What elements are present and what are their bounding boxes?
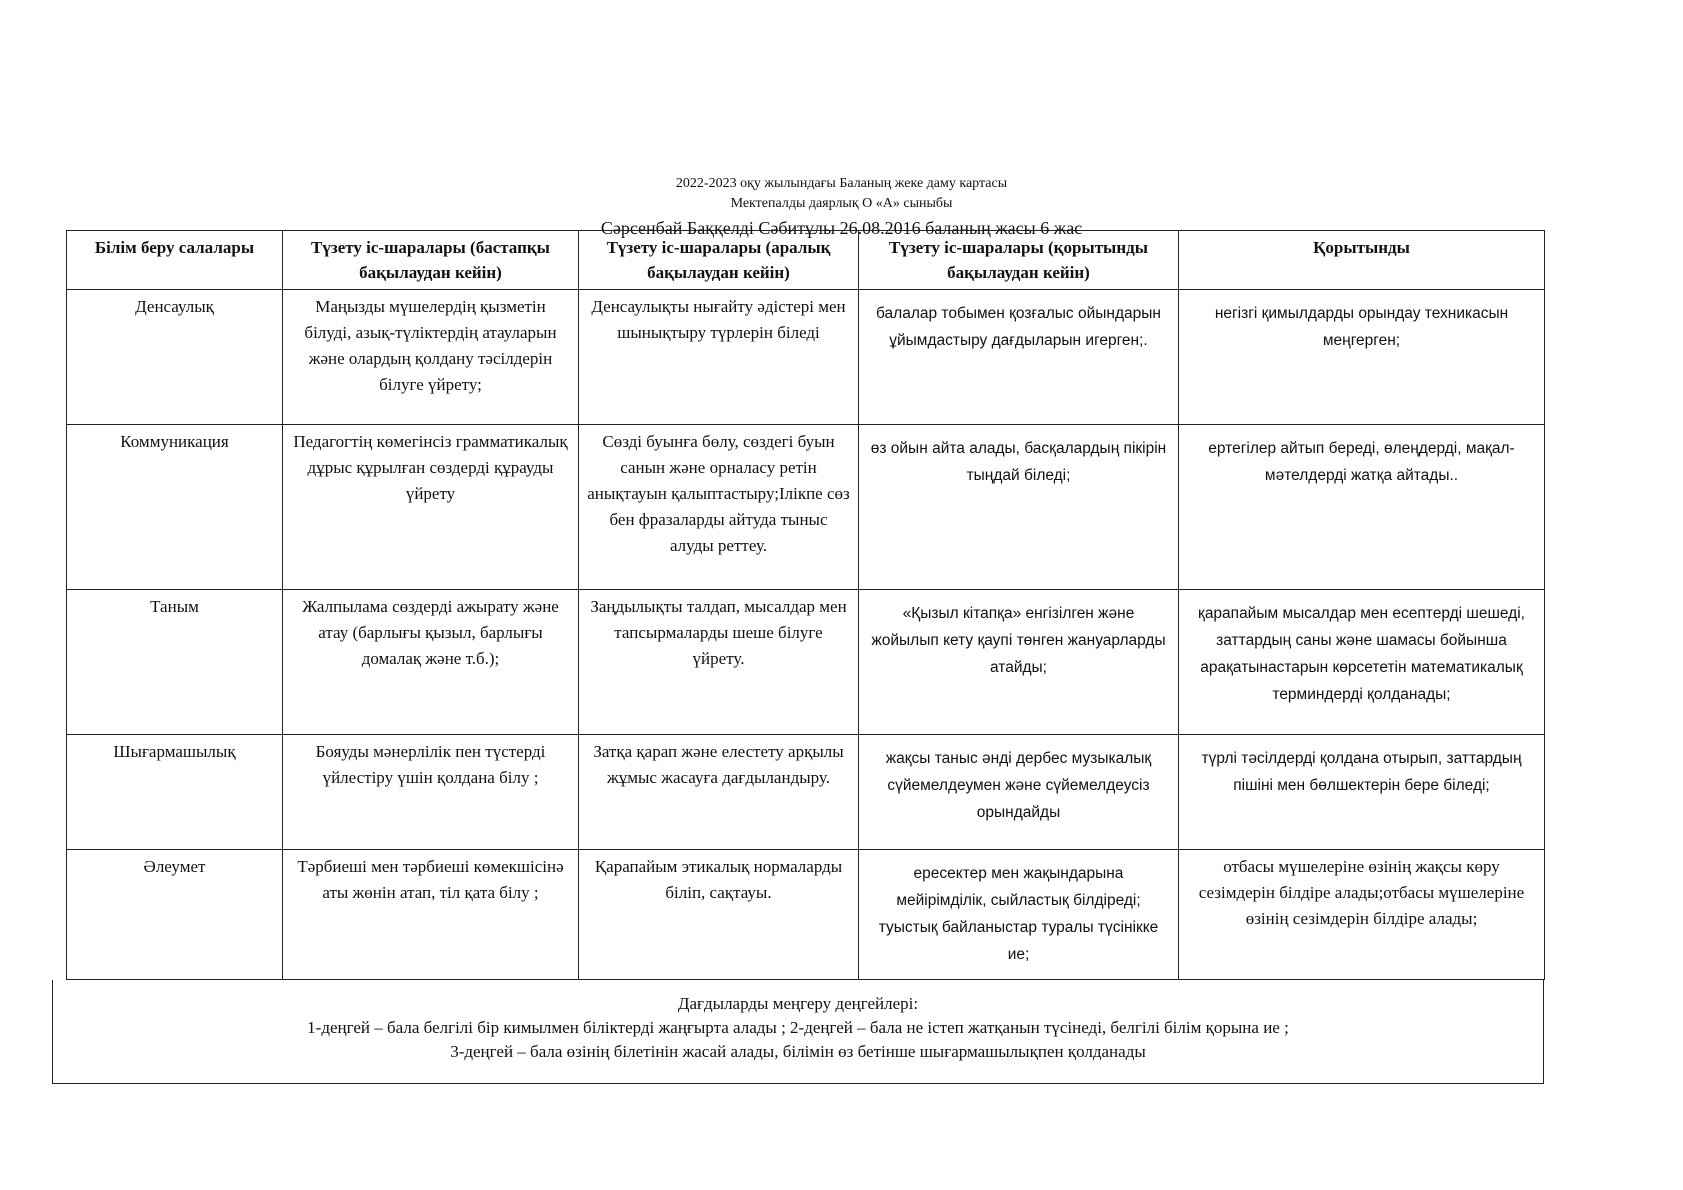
table-row bbox=[67, 735, 1545, 850]
conclusion-cell: түрлі тәсілдерді қолдана отырып, заттардың пішіні мен бөлшектерін бере біледі; bbox=[1179, 735, 1545, 850]
final-cell: «Қызыл кітапқа» енгізілген және жойылып кету қаупі төнген жануарларды атайды; bbox=[859, 590, 1179, 735]
final-cell: балалар тобымен қозғалыс ойындарын ұйымдастыру дағдыларын игерген;. bbox=[859, 290, 1179, 425]
table-row bbox=[67, 290, 1545, 425]
table-row bbox=[67, 425, 1545, 590]
domain-cell: Коммуникация bbox=[67, 425, 283, 590]
skill-levels-title: Дағдыларды меңгеру деңгейлері: bbox=[677, 994, 919, 1013]
column-header-intermediate: Түзету іс-шаралары (аралық бақылаудан кейін) bbox=[579, 231, 859, 290]
conclusion-cell: негізгі қимылдарды орындау техникасын меңгерген; bbox=[1179, 290, 1545, 425]
intermediate-cell: Затқа қарап және елестету арқылы жұмыс жасауға дағдыландыру. bbox=[579, 735, 859, 850]
intermediate-cell: Сөзді буынға бөлу, сөздегі буын санын және орналасу ретін анықтауын қалыптастыру;Ілікпе сөз бен фразаларды айтуда тыныс алуды реттеу. bbox=[579, 425, 859, 590]
column-header-initial: Түзету іс-шаралары (бастапқы бақылаудан кейін) bbox=[283, 231, 579, 290]
skill-levels-box bbox=[52, 980, 1544, 1084]
final-cell: ересектер мен жақындарына мейірімділік, сыйластық білдіреді; туыстық байланыстар туралы түсінікке ие; bbox=[859, 850, 1179, 980]
initial-cell: Бояуды мәнерлілік пен түстерді үйлестіру үшін қолдана білу ; bbox=[283, 735, 579, 850]
skill-levels-line-1: 1-деңгей – бала белгілі бір кимылмен біліктерді жаңғырта алады ; 2-деңгей – бала не істеп жатқанын түсінеді, белгілі білім қорына ие ; bbox=[307, 1018, 1289, 1037]
skill-levels-line-2: 3-деңгей – бала өзінің білетінін жасай алады, білімін өз бетінше шығармашылықпен қолданады bbox=[450, 1042, 1146, 1061]
table-row bbox=[67, 590, 1545, 735]
intermediate-cell: Денсаулықты нығайту әдістері мен шынықтыру түрлерін біледі bbox=[579, 290, 859, 425]
document-title: 2022-2023 оқу жылындағы Баланың жеке даму картасы bbox=[675, 176, 1008, 191]
intermediate-cell: Заңдылықты талдап, мысалдар мен тапсырмаларды шеше білуге үйрету. bbox=[579, 590, 859, 735]
conclusion-cell: ертегілер айтып береді, өлеңдерді, мақал-мәтелдерді жатқа айтады.. bbox=[1179, 425, 1545, 590]
domain-cell: Денсаулық bbox=[67, 290, 283, 425]
initial-cell: Маңызды мүшелердің қызметін білуді, азық-түліктердің атауларын және олардың қолдану тәсілдерін білуге үйрету; bbox=[283, 290, 579, 425]
table-header-row bbox=[67, 231, 1545, 290]
child-info: Сәрсенбай Баққелді Сәбитұлы 26.08.2016 баланың жасы 6 жас bbox=[600, 218, 1083, 238]
development-table bbox=[66, 230, 1545, 980]
conclusion-cell: қарапайым мысалдар мен есептерді шешеді, заттардың саны және шамасы бойынша арақатынастарын көрсететін математикалық терминдерді қолданады; bbox=[1179, 590, 1545, 735]
conclusion-cell: отбасы мүшелеріне өзінің жақсы көру сезімдерін білдіре алады;отбасы мүшелеріне өзінің сезімдерін білдіре алады; bbox=[1179, 850, 1545, 980]
initial-cell: Тәрбиеші мен тәрбиеші көмекшісінә аты жөнін атап, тіл қата білу ; bbox=[283, 850, 579, 980]
domain-cell: Таным bbox=[67, 590, 283, 735]
column-header-final: Түзету іс-шаралары (қорытынды бақылаудан кейін) bbox=[859, 231, 1179, 290]
initial-cell: Педагогтің көмегінсіз грамматикалық дұрыс құрылған сөздерді құрауды үйрету bbox=[283, 425, 579, 590]
domain-cell: Шығармашылық bbox=[67, 735, 283, 850]
domain-cell: Әлеумет bbox=[67, 850, 283, 980]
initial-cell: Жалпылама сөздерді ажырату және атау (барлығы қызыл, барлығы домалақ және т.б.); bbox=[283, 590, 579, 735]
intermediate-cell: Қарапайым этикалық нормаларды біліп, сақтауы. bbox=[579, 850, 859, 980]
final-cell: жақсы таныс әнді дербес музыкалық сүйемелдеумен және сүйемелдеусіз орындайды bbox=[859, 735, 1179, 850]
class-name: Мектепалды даярлық О «А» сыныбы bbox=[730, 196, 953, 211]
column-header-conclusion: Қорытынды bbox=[1179, 231, 1545, 290]
table-row bbox=[67, 850, 1545, 980]
final-cell: өз ойын айта алады, басқалардың пікірін тыңдай біледі; bbox=[859, 425, 1179, 590]
column-header-domain: Білім беру салалары bbox=[67, 231, 283, 290]
